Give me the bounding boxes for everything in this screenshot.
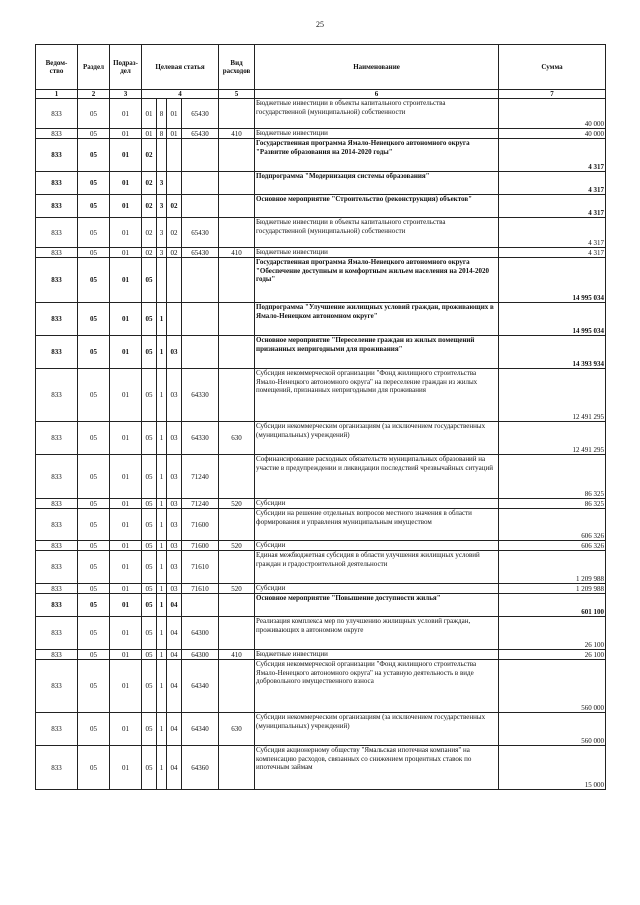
cell-summa: 606 326 — [499, 509, 606, 541]
cell-razdel: 05 — [78, 541, 110, 551]
cell-program: 05 — [142, 303, 157, 336]
cell-summa: 606 326 — [499, 541, 606, 551]
cell-program: 01 — [142, 99, 157, 129]
cell-direction — [182, 303, 219, 336]
header-razdel: Раздел — [78, 45, 110, 90]
cell-subprogram: 3 — [157, 172, 167, 195]
cell-razdel: 05 — [78, 594, 110, 617]
table-row — [36, 172, 606, 195]
cell-naimenovanie: Субсидии — [255, 541, 499, 551]
table-row — [36, 509, 606, 541]
cell-vid-rashodov — [219, 303, 255, 336]
cell-subprogram: 1 — [157, 422, 167, 455]
cell-vedomstvo: 833 — [36, 541, 78, 551]
column-number: 7 — [499, 90, 606, 99]
cell-summa: 4 317 — [499, 218, 606, 248]
cell-subprogram: 1 — [157, 584, 167, 594]
cell-summa: 601 100 — [499, 594, 606, 617]
cell-vid-rashodov — [219, 139, 255, 172]
cell-naimenovanie: Субсидии — [255, 584, 499, 594]
column-number: 5 — [219, 90, 255, 99]
table-row — [36, 584, 606, 594]
cell-summa: 40 000 — [499, 99, 606, 129]
header-celevaya-statya: Целевая статья — [142, 45, 219, 90]
cell-podrazdel: 01 — [110, 455, 142, 499]
cell-measure: 03 — [167, 455, 182, 499]
cell-program: 05 — [142, 422, 157, 455]
cell-summa: 4 317 — [499, 195, 606, 218]
cell-podrazdel: 01 — [110, 99, 142, 129]
cell-podrazdel: 01 — [110, 541, 142, 551]
cell-direction: 71600 — [182, 509, 219, 541]
cell-summa: 26 100 — [499, 617, 606, 650]
cell-naimenovanie: Субсидии на решение отдельных вопросов местного значения в области формирования и управления муниципальным имуществом — [255, 509, 499, 541]
cell-vid-rashodov — [219, 195, 255, 218]
cell-subprogram: 1 — [157, 499, 167, 509]
cell-podrazdel: 01 — [110, 551, 142, 584]
cell-vid-rashodov — [219, 455, 255, 499]
cell-program: 05 — [142, 584, 157, 594]
cell-subprogram: 1 — [157, 455, 167, 499]
cell-summa: 560 000 — [499, 713, 606, 746]
table-row — [36, 303, 606, 336]
table-row — [36, 499, 606, 509]
cell-subprogram: 1 — [157, 509, 167, 541]
table-row — [36, 195, 606, 218]
cell-measure: 03 — [167, 584, 182, 594]
cell-naimenovanie: Субсидии — [255, 499, 499, 509]
cell-vedomstvo: 833 — [36, 258, 78, 303]
cell-subprogram: 3 — [157, 195, 167, 218]
table-row — [36, 218, 606, 248]
cell-vid-rashodov — [219, 99, 255, 129]
table-row — [36, 139, 606, 172]
cell-measure: 04 — [167, 594, 182, 617]
cell-direction: 65430 — [182, 248, 219, 258]
cell-podrazdel: 01 — [110, 422, 142, 455]
cell-vid-rashodov — [219, 509, 255, 541]
cell-podrazdel: 01 — [110, 172, 142, 195]
cell-vid-rashodov — [219, 336, 255, 369]
cell-subprogram: 8 — [157, 99, 167, 129]
cell-measure: 03 — [167, 369, 182, 422]
cell-program: 05 — [142, 258, 157, 303]
cell-naimenovanie: Субсидия акционерному обществу "Ямальская ипотечная компания" на компенсацию расходов, связанных со снижением процентных ставок по ипотечным займам — [255, 746, 499, 790]
cell-summa: 14 995 034 — [499, 303, 606, 336]
cell-measure: 03 — [167, 509, 182, 541]
cell-podrazdel: 01 — [110, 129, 142, 139]
cell-vid-rashodov — [219, 218, 255, 248]
cell-direction: 65430 — [182, 99, 219, 129]
header-summa: Сумма — [499, 45, 606, 90]
cell-program: 05 — [142, 336, 157, 369]
cell-vedomstvo: 833 — [36, 455, 78, 499]
cell-summa: 4 317 — [499, 172, 606, 195]
cell-vedomstvo: 833 — [36, 422, 78, 455]
cell-podrazdel: 01 — [110, 594, 142, 617]
header-naimenovanie: Наименование — [255, 45, 499, 90]
cell-razdel: 05 — [78, 248, 110, 258]
cell-vedomstvo: 833 — [36, 509, 78, 541]
cell-direction: 64300 — [182, 650, 219, 660]
cell-program: 05 — [142, 660, 157, 713]
cell-summa: 4 317 — [499, 139, 606, 172]
cell-vid-rashodov — [219, 617, 255, 650]
cell-vedomstvo: 833 — [36, 129, 78, 139]
cell-measure: 02 — [167, 248, 182, 258]
cell-program: 05 — [142, 541, 157, 551]
cell-measure — [167, 258, 182, 303]
cell-direction: 64360 — [182, 746, 219, 790]
cell-naimenovanie: Реализация комплекса мер по улучшению жилищных условий граждан, проживающих в автономном округе — [255, 617, 499, 650]
cell-naimenovanie: Единая межбюджетная субсидия в области улучшения жилищных условий граждан и градостроительной деятельности — [255, 551, 499, 584]
cell-summa: 26 100 — [499, 650, 606, 660]
cell-direction: 64330 — [182, 369, 219, 422]
cell-razdel: 05 — [78, 422, 110, 455]
cell-podrazdel: 01 — [110, 746, 142, 790]
cell-subprogram: 1 — [157, 551, 167, 584]
cell-naimenovanie: Субсидия некоммерческой организации "Фонд жилищного строительства Ямало-Ненецкого автономного округа" на уставную деятельность в виде добровольного имущественного взноса — [255, 660, 499, 713]
table-row — [36, 248, 606, 258]
cell-naimenovanie: Бюджетные инвестиции в объекты капитального строительства государственной (муниципальной) собственности — [255, 99, 499, 129]
column-number: 1 — [36, 90, 78, 99]
cell-summa: 560 000 — [499, 660, 606, 713]
cell-subprogram: 3 — [157, 218, 167, 248]
cell-direction: 65430 — [182, 129, 219, 139]
cell-subprogram: 1 — [157, 660, 167, 713]
cell-podrazdel: 01 — [110, 584, 142, 594]
cell-vedomstvo: 833 — [36, 369, 78, 422]
cell-podrazdel: 01 — [110, 248, 142, 258]
cell-vedomstvo: 833 — [36, 499, 78, 509]
cell-razdel: 05 — [78, 499, 110, 509]
cell-vid-rashodov — [219, 258, 255, 303]
cell-vedomstvo: 833 — [36, 713, 78, 746]
cell-razdel: 05 — [78, 551, 110, 584]
table-row — [36, 551, 606, 584]
cell-podrazdel: 01 — [110, 650, 142, 660]
cell-direction — [182, 139, 219, 172]
cell-razdel: 05 — [78, 455, 110, 499]
cell-subprogram: 8 — [157, 129, 167, 139]
cell-summa: 15 000 — [499, 746, 606, 790]
cell-program: 01 — [142, 129, 157, 139]
table-row — [36, 422, 606, 455]
cell-podrazdel: 01 — [110, 195, 142, 218]
cell-vid-rashodov — [219, 746, 255, 790]
cell-naimenovanie: Государственная программа Ямало-Ненецкого автономного округа "Обеспечение доступным и комфортным жильем населения на 2014-2020 годы" — [255, 258, 499, 303]
cell-program: 05 — [142, 369, 157, 422]
cell-vedomstvo: 833 — [36, 139, 78, 172]
cell-direction: 64330 — [182, 422, 219, 455]
cell-vedomstvo: 833 — [36, 584, 78, 594]
cell-measure: 03 — [167, 336, 182, 369]
cell-subprogram: 1 — [157, 594, 167, 617]
cell-naimenovanie: Бюджетные инвестиции — [255, 129, 499, 139]
table-row — [36, 369, 606, 422]
cell-direction — [182, 594, 219, 617]
column-number: 6 — [255, 90, 499, 99]
cell-measure: 03 — [167, 422, 182, 455]
cell-summa: 40 000 — [499, 129, 606, 139]
cell-subprogram: 1 — [157, 746, 167, 790]
cell-vedomstvo: 833 — [36, 336, 78, 369]
cell-direction: 65430 — [182, 218, 219, 248]
cell-naimenovanie: Подпрограмма "Модернизация системы образования" — [255, 172, 499, 195]
cell-vid-rashodov: 410 — [219, 650, 255, 660]
header-podrazdel: Подраз- дел — [110, 45, 142, 90]
cell-podrazdel: 01 — [110, 369, 142, 422]
cell-measure — [167, 303, 182, 336]
cell-naimenovanie: Бюджетные инвестиции — [255, 248, 499, 258]
cell-direction — [182, 195, 219, 218]
cell-program: 05 — [142, 551, 157, 584]
cell-vid-rashodov — [219, 594, 255, 617]
cell-program: 02 — [142, 195, 157, 218]
cell-summa: 86 325 — [499, 499, 606, 509]
cell-naimenovanie: Софинансирование расходных обязательств муниципальных образований на участие в предупреждении и ликвидации последствий чрезвычайных ситуаций — [255, 455, 499, 499]
cell-summa: 14 995 034 — [499, 258, 606, 303]
cell-measure: 01 — [167, 129, 182, 139]
cell-razdel: 05 — [78, 617, 110, 650]
cell-direction: 64300 — [182, 617, 219, 650]
cell-podrazdel: 01 — [110, 713, 142, 746]
cell-summa: 1 209 988 — [499, 551, 606, 584]
cell-podrazdel: 01 — [110, 660, 142, 713]
cell-naimenovanie: Основное мероприятие "Переселение граждан из жилых помещений признанных непригодными для проживания" — [255, 336, 499, 369]
cell-vid-rashodov: 520 — [219, 541, 255, 551]
cell-vid-rashodov: 630 — [219, 713, 255, 746]
cell-measure — [167, 172, 182, 195]
cell-vedomstvo: 833 — [36, 248, 78, 258]
cell-vedomstvo: 833 — [36, 617, 78, 650]
cell-vedomstvo: 833 — [36, 218, 78, 248]
cell-vid-rashodov: 630 — [219, 422, 255, 455]
cell-summa: 12 491 295 — [499, 369, 606, 422]
cell-podrazdel: 01 — [110, 139, 142, 172]
cell-measure: 04 — [167, 650, 182, 660]
table-row — [36, 650, 606, 660]
cell-subprogram: 1 — [157, 303, 167, 336]
cell-vedomstvo: 833 — [36, 195, 78, 218]
cell-razdel: 05 — [78, 369, 110, 422]
cell-naimenovanie: Субсидии некоммерческим организациям (за исключением государственных (муниципальных) учреждений) — [255, 713, 499, 746]
cell-measure: 04 — [167, 660, 182, 713]
cell-razdel: 05 — [78, 660, 110, 713]
cell-naimenovanie: Субсидии некоммерческим организациям (за исключением государственных (муниципальных) учреждений) — [255, 422, 499, 455]
cell-measure: 02 — [167, 218, 182, 248]
cell-vedomstvo: 833 — [36, 594, 78, 617]
cell-subprogram: 1 — [157, 650, 167, 660]
cell-vid-rashodov — [219, 369, 255, 422]
cell-subprogram — [157, 258, 167, 303]
table-row — [36, 336, 606, 369]
cell-program: 05 — [142, 713, 157, 746]
cell-direction: 64340 — [182, 660, 219, 713]
table-row — [36, 455, 606, 499]
cell-measure: 02 — [167, 195, 182, 218]
cell-vid-rashodov — [219, 660, 255, 713]
cell-vid-rashodov: 410 — [219, 129, 255, 139]
cell-direction: 71610 — [182, 551, 219, 584]
cell-direction: 71240 — [182, 499, 219, 509]
table-row — [36, 617, 606, 650]
cell-measure: 03 — [167, 499, 182, 509]
cell-razdel: 05 — [78, 129, 110, 139]
cell-razdel: 05 — [78, 303, 110, 336]
cell-razdel: 05 — [78, 336, 110, 369]
cell-direction: 64340 — [182, 713, 219, 746]
cell-vedomstvo: 833 — [36, 99, 78, 129]
budget-table — [35, 44, 606, 790]
cell-direction — [182, 172, 219, 195]
cell-razdel: 05 — [78, 172, 110, 195]
table-row — [36, 258, 606, 303]
cell-program: 05 — [142, 455, 157, 499]
cell-program: 02 — [142, 248, 157, 258]
cell-direction: 71610 — [182, 584, 219, 594]
cell-vid-rashodov — [219, 551, 255, 584]
cell-razdel: 05 — [78, 218, 110, 248]
cell-subprogram — [157, 139, 167, 172]
header-vedomstvo: Ведом- ство — [36, 45, 78, 90]
table-row — [36, 746, 606, 790]
cell-vid-rashodov: 520 — [219, 584, 255, 594]
column-number: 3 — [110, 90, 142, 99]
table-row — [36, 594, 606, 617]
budget-body — [36, 99, 606, 790]
cell-program: 05 — [142, 650, 157, 660]
cell-subprogram: 1 — [157, 713, 167, 746]
cell-razdel: 05 — [78, 650, 110, 660]
cell-naimenovanie: Бюджетные инвестиции в объекты капитального строительства государственной (муниципальной) собственности — [255, 218, 499, 248]
cell-vedomstvo: 833 — [36, 303, 78, 336]
cell-vedomstvo: 833 — [36, 172, 78, 195]
table-row — [36, 660, 606, 713]
cell-razdel: 05 — [78, 509, 110, 541]
table-row — [36, 713, 606, 746]
cell-subprogram: 1 — [157, 541, 167, 551]
cell-podrazdel: 01 — [110, 303, 142, 336]
cell-vid-rashodov — [219, 172, 255, 195]
cell-summa: 86 325 — [499, 455, 606, 499]
table-row — [36, 129, 606, 139]
cell-vedomstvo: 833 — [36, 746, 78, 790]
cell-measure: 04 — [167, 713, 182, 746]
cell-vedomstvo: 833 — [36, 650, 78, 660]
cell-vedomstvo: 833 — [36, 660, 78, 713]
cell-program: 02 — [142, 139, 157, 172]
cell-program: 05 — [142, 594, 157, 617]
cell-podrazdel: 01 — [110, 336, 142, 369]
cell-naimenovanie: Основное мероприятие "Строительство (реконструкция) объектов" — [255, 195, 499, 218]
cell-subprogram: 1 — [157, 369, 167, 422]
cell-razdel: 05 — [78, 258, 110, 303]
cell-measure: 04 — [167, 746, 182, 790]
cell-podrazdel: 01 — [110, 617, 142, 650]
cell-vid-rashodov: 410 — [219, 248, 255, 258]
cell-subprogram: 3 — [157, 248, 167, 258]
cell-naimenovanie: Подпрограмма "Улучшение жилищных условий граждан, проживающих в Ямало-Ненецком автономном округе" — [255, 303, 499, 336]
cell-program: 02 — [142, 218, 157, 248]
cell-measure: 04 — [167, 617, 182, 650]
cell-program: 02 — [142, 172, 157, 195]
cell-naimenovanie: Бюджетные инвестиции — [255, 650, 499, 660]
cell-naimenovanie: Основное мероприятие "Повышение доступности жилья" — [255, 594, 499, 617]
cell-direction — [182, 336, 219, 369]
cell-program: 05 — [142, 509, 157, 541]
cell-measure: 03 — [167, 551, 182, 584]
cell-measure — [167, 139, 182, 172]
cell-direction: 71600 — [182, 541, 219, 551]
cell-summa: 14 393 934 — [499, 336, 606, 369]
cell-podrazdel: 01 — [110, 258, 142, 303]
cell-razdel: 05 — [78, 584, 110, 594]
cell-direction: 71240 — [182, 455, 219, 499]
cell-razdel: 05 — [78, 746, 110, 790]
page-number: 25 — [316, 20, 324, 29]
cell-program: 05 — [142, 617, 157, 650]
header-vid-rashodov: Вид расходов — [219, 45, 255, 90]
cell-summa: 4 317 — [499, 248, 606, 258]
cell-program: 05 — [142, 746, 157, 790]
cell-vedomstvo: 833 — [36, 551, 78, 584]
cell-summa: 1 209 988 — [499, 584, 606, 594]
column-number: 4 — [142, 90, 219, 99]
cell-podrazdel: 01 — [110, 499, 142, 509]
cell-vid-rashodov: 520 — [219, 499, 255, 509]
cell-razdel: 05 — [78, 139, 110, 172]
cell-razdel: 05 — [78, 99, 110, 129]
cell-razdel: 05 — [78, 713, 110, 746]
cell-direction — [182, 258, 219, 303]
cell-measure: 03 — [167, 541, 182, 551]
cell-podrazdel: 01 — [110, 218, 142, 248]
cell-naimenovanie: Субсидия некоммерческой организации "Фонд жилищного строительства Ямало-Ненецкого автономного округа" на переселение граждан из жилых помещений, признанных непригодными для проживания — [255, 369, 499, 422]
cell-naimenovanie: Государственная программа Ямало-Ненецкого автономного округа "Развитие образования на 2014-2020 годы" — [255, 139, 499, 172]
cell-razdel: 05 — [78, 195, 110, 218]
column-number: 2 — [78, 90, 110, 99]
table-row — [36, 99, 606, 129]
cell-podrazdel: 01 — [110, 509, 142, 541]
cell-program: 05 — [142, 499, 157, 509]
cell-subprogram: 1 — [157, 336, 167, 369]
table-row — [36, 541, 606, 551]
cell-measure: 01 — [167, 99, 182, 129]
cell-subprogram: 1 — [157, 617, 167, 650]
cell-summa: 12 491 295 — [499, 422, 606, 455]
